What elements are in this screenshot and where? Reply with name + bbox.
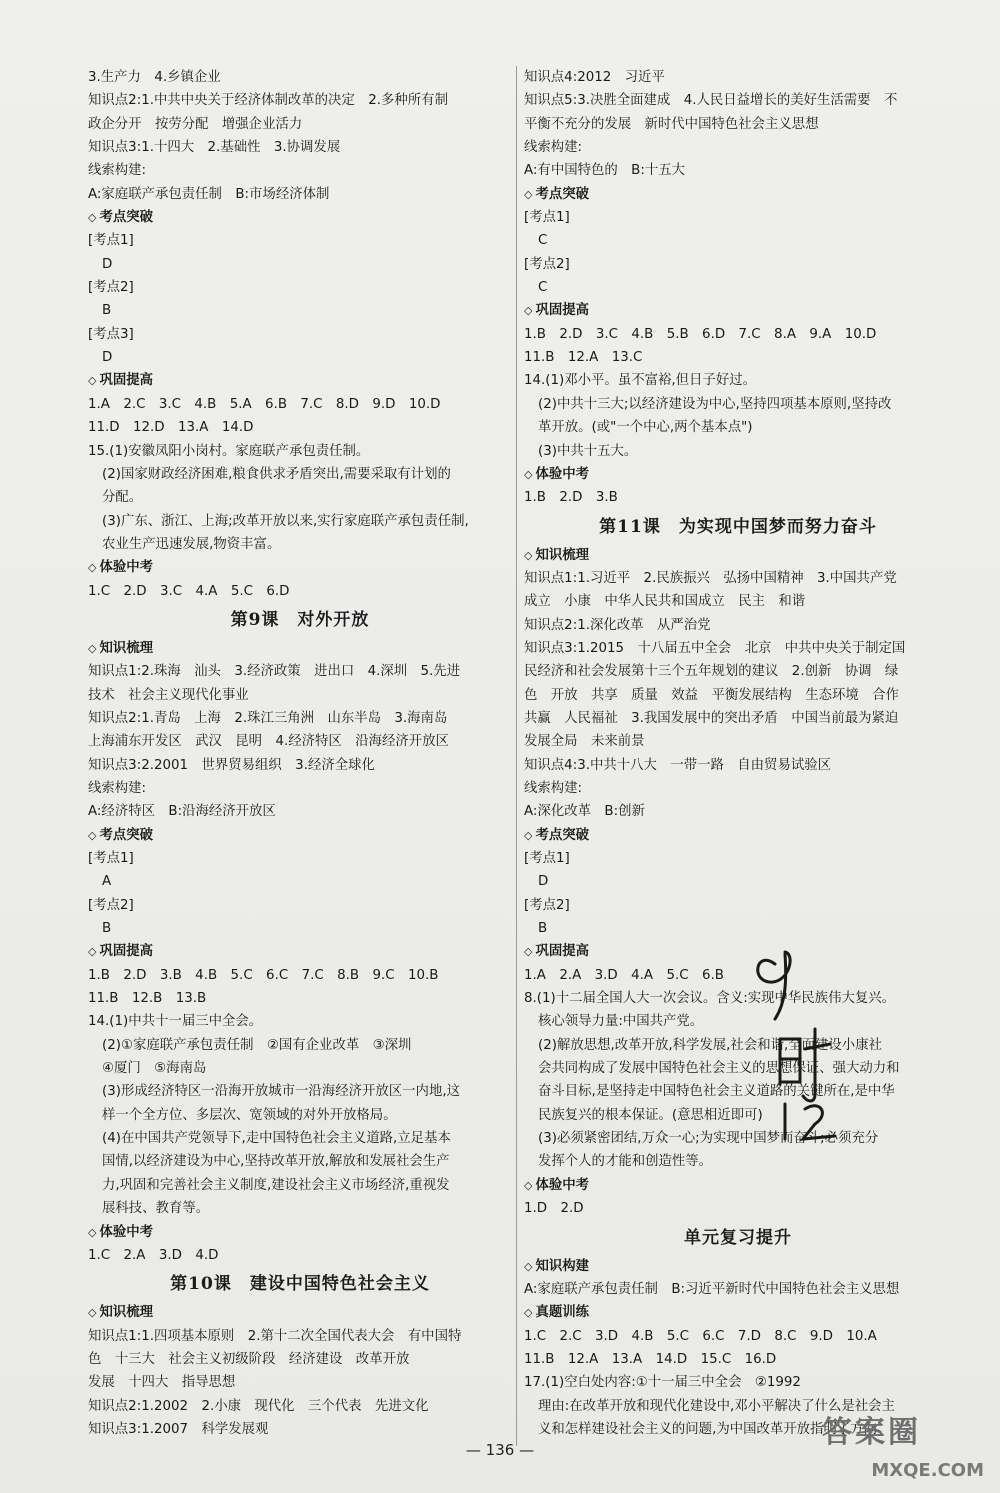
answer-line: 线索构建: bbox=[524, 140, 583, 156]
answer-line: (4)在中国共产党领导下,走中国特色社会主义道路,立足基本 bbox=[102, 1131, 451, 1147]
answer-line: 核心领导力量:中国共产党。 bbox=[538, 1014, 704, 1030]
diamond-icon: ◇ bbox=[88, 561, 97, 575]
answer-line: 知识点2:1.中共中央关于经济体制改革的决定 2.多种所有制 bbox=[88, 93, 448, 109]
section-heading bbox=[88, 824, 512, 847]
answer-line: A bbox=[102, 874, 112, 890]
answer-line: 线索构建: bbox=[524, 780, 583, 796]
section-heading bbox=[524, 544, 952, 567]
answer-line: 共赢 人民福祉 3.我国发展中的突出矛盾 中国当前最为紧迫 bbox=[524, 710, 899, 726]
answer-line: 17.(1)空白处内容:①十一届三中全会 ②1992 bbox=[524, 1375, 801, 1391]
diamond-icon: ◇ bbox=[524, 828, 533, 842]
diamond-icon: ◇ bbox=[88, 1225, 97, 1239]
answer-line: [考点2] bbox=[524, 897, 570, 913]
answer-line: ④厦门 ⑤海南岛 bbox=[102, 1061, 207, 1077]
section-heading-text: 真题训练 bbox=[535, 1305, 590, 1321]
diamond-icon: ◇ bbox=[524, 1259, 533, 1273]
answer-line: 1.C 2.A 3.D 4.D bbox=[88, 1247, 219, 1263]
answer-line: 成立 小康 中华人民共和国成立 民主 和谐 bbox=[524, 594, 806, 610]
answer-line: 8.(1)十二届全国人大一次会议。含义:实现中华民族伟大复兴。 bbox=[524, 991, 896, 1007]
answer-line: 11.B 12.A 13.C bbox=[524, 350, 643, 366]
answer-line: A:深化改革 B:创新 bbox=[524, 804, 645, 820]
section-heading bbox=[524, 299, 952, 322]
diamond-icon: ◇ bbox=[524, 304, 533, 318]
answer-line: 14.(1)中共十一届三中全会。 bbox=[88, 1014, 263, 1030]
answer-line: 发展 十四大 指导思想 bbox=[88, 1375, 236, 1391]
right-column bbox=[524, 66, 952, 1441]
answer-line: 民族复兴的根本保证。(意思相近即可) bbox=[538, 1107, 763, 1123]
answer-line: D bbox=[102, 256, 113, 272]
answer-line: 线索构建: bbox=[88, 780, 147, 796]
diamond-icon: ◇ bbox=[88, 945, 97, 959]
answer-line: C bbox=[538, 280, 548, 296]
answer-line: [考点2] bbox=[524, 256, 570, 272]
answer-line: 1.D 2.D bbox=[524, 1201, 584, 1217]
answer-line: 知识点2:1.深化改革 从严治党 bbox=[524, 617, 711, 633]
lesson-title: 第9课 对外开放 bbox=[230, 609, 370, 630]
answer-line: [考点2] bbox=[88, 897, 134, 913]
section-heading-text: 考点突破 bbox=[99, 210, 154, 226]
section-heading-text: 巩固提高 bbox=[535, 303, 590, 319]
answer-line: 知识点3:2.2001 世界贸易组织 3.经济全球化 bbox=[88, 757, 375, 773]
section-heading-text: 体验中考 bbox=[535, 466, 590, 482]
section-heading-text: 考点突破 bbox=[99, 827, 154, 843]
lesson-title: 第11课 为实现中国梦而努力奋斗 bbox=[599, 516, 877, 537]
diamond-icon: ◇ bbox=[524, 945, 533, 959]
watermark-logo bbox=[792, 1407, 988, 1483]
section-heading-text: 知识梳理 bbox=[99, 1305, 154, 1321]
section-heading-text: 巩固提高 bbox=[535, 944, 590, 960]
answer-line: D bbox=[538, 874, 549, 890]
answer-line: [考点1] bbox=[88, 233, 134, 249]
section-heading bbox=[88, 940, 512, 963]
section-heading bbox=[88, 1221, 512, 1244]
answer-line: A:经济特区 B:沿海经济开放区 bbox=[88, 804, 276, 820]
diamond-icon: ◇ bbox=[88, 211, 97, 225]
answer-line: 力,巩固和完善社会主义制度,建设社会主义市场经济,重视发 bbox=[102, 1177, 450, 1193]
diamond-icon: ◇ bbox=[524, 548, 533, 562]
answer-line: 线索构建: bbox=[88, 163, 147, 179]
answer-line: 样一个全方位、多层次、宽领域的对外开放格局。 bbox=[102, 1107, 397, 1123]
section-heading-text: 知识梳理 bbox=[535, 547, 590, 563]
answer-line: (2)国家财政经济困难,粮食供求矛盾突出,需要采取有计划的 bbox=[102, 466, 451, 482]
section-heading-text: 体验中考 bbox=[535, 1177, 590, 1193]
answer-line: 知识点1:1.四项基本原则 2.第十二次全国代表大会 有中国特 bbox=[88, 1328, 462, 1344]
diamond-icon: ◇ bbox=[88, 374, 97, 388]
section-heading bbox=[88, 556, 512, 579]
answer-line: 知识点3:1.2007 科学发展观 bbox=[88, 1421, 269, 1437]
diamond-icon: ◇ bbox=[524, 467, 533, 481]
answer-line: (2)①家庭联产承包责任制 ②国有企业改革 ③深圳 bbox=[102, 1037, 412, 1053]
section-heading bbox=[88, 1301, 512, 1324]
section-heading-text: 知识梳理 bbox=[99, 640, 154, 656]
answer-line: 发展全局 未来前景 bbox=[524, 734, 645, 750]
section-heading-text: 体验中考 bbox=[99, 560, 154, 576]
answer-line: (3)形成经济特区一沿海开放城市一沿海经济开放区一内地,这 bbox=[102, 1084, 460, 1100]
answer-line: 14.(1)邓小平。虽不富裕,但日子好过。 bbox=[524, 373, 756, 389]
answer-line: 民经济和社会发展第十三个五年规划的建议 2.创新 协调 绿 bbox=[524, 664, 899, 680]
answer-line: 理由:在改革开放和现代化建设中,邓小平解决了什么是社会主 bbox=[538, 1398, 895, 1414]
answer-line: B bbox=[102, 303, 112, 319]
answer-line: 知识点3:1.2015 十八届五中全会 北京 中共中央关于制定国 bbox=[524, 640, 906, 656]
answer-line: 知识点2:1.2002 2.小康 现代化 三个代表 先进文化 bbox=[88, 1398, 429, 1414]
answer-line: 会共同构成了发展中国特色社会主义的思想保证、强大动力和 bbox=[538, 1061, 900, 1077]
section-heading bbox=[88, 637, 512, 660]
answer-line: 知识点4:3.中共十八大 一带一路 自由贸易试验区 bbox=[524, 757, 832, 773]
section-heading bbox=[88, 206, 512, 229]
answer-line: 1.B 2.D 3.B 4.B 5.C 6.C 7.C 8.B 9.C 10.B bbox=[88, 967, 439, 983]
section-heading bbox=[524, 183, 952, 206]
answer-line: D bbox=[102, 350, 113, 366]
answer-line: 色 十三大 社会主义初级阶段 经济建设 改革开放 bbox=[88, 1351, 410, 1367]
diamond-icon: ◇ bbox=[524, 187, 533, 201]
diamond-icon: ◇ bbox=[88, 1306, 97, 1320]
answer-line: 展科技、教育等。 bbox=[102, 1201, 210, 1217]
answer-line: (3)中共十五大。 bbox=[538, 443, 638, 459]
answer-line: A:家庭联产承包责任制 B:市场经济体制 bbox=[88, 186, 330, 202]
answer-line: 奋斗目标,是坚持走中国特色社会主义道路的关键所在,是中华 bbox=[538, 1084, 895, 1100]
section-heading bbox=[524, 463, 952, 486]
answer-line: [考点1] bbox=[88, 851, 134, 866]
answer-line: 政企分开 按劳分配 增强企业活力 bbox=[88, 116, 303, 132]
answer-line: C bbox=[538, 233, 548, 249]
diamond-icon: ◇ bbox=[524, 1306, 533, 1320]
column-divider bbox=[516, 66, 517, 1446]
lesson-title: 单元复习提升 bbox=[684, 1227, 792, 1248]
answer-line: 11.B 12.A 13.A 14.D 15.C 16.D bbox=[524, 1351, 777, 1367]
section-heading-text: 体验中考 bbox=[99, 1224, 154, 1240]
diamond-icon: ◇ bbox=[524, 1178, 533, 1192]
section-heading bbox=[524, 1174, 952, 1197]
answer-line: 1.A 2.C 3.C 4.B 5.A 6.B 7.C 8.D 9.D 10.D bbox=[88, 396, 441, 412]
section-heading-text: 巩固提高 bbox=[99, 944, 154, 960]
answer-line: (2)中共十三大;以经济建设为中心,坚持四项基本原则,坚持改 bbox=[538, 396, 892, 412]
answer-line: 知识点4:2012 习近平 bbox=[524, 70, 665, 85]
answer-line: 1.A 2.A 3.D 4.A 5.C 6.B bbox=[524, 967, 724, 983]
answer-line: 1.C 2.D 3.C 4.A 5.C 6.D bbox=[88, 583, 290, 599]
answer-line: [考点1] bbox=[524, 851, 570, 866]
answer-line: 义和怎样建设社会主义的问题,为中国改革开放指明了方向 bbox=[538, 1421, 878, 1437]
answer-line: 1.B 2.D 3.B bbox=[524, 490, 618, 506]
answer-line: 15.(1)安徽凤阳小岗村。家庭联产承包责任制。 bbox=[88, 443, 370, 459]
answer-line: A:家庭联产承包责任制 B:习近平新时代中国特色社会主义思想 bbox=[524, 1281, 900, 1297]
answer-line: 平衡不充分的发展 新时代中国特色社会主义思想 bbox=[524, 116, 819, 132]
diamond-icon: ◇ bbox=[88, 828, 97, 842]
page-number: — 136 — bbox=[465, 1441, 535, 1459]
watermark-url: MXQE.COM bbox=[871, 1460, 984, 1481]
answer-line: 11.D 12.D 13.A 14.D bbox=[88, 420, 254, 436]
section-heading bbox=[524, 1301, 952, 1324]
section-heading-text: 巩固提高 bbox=[99, 373, 154, 389]
lesson-title: 第10课 建设中国特色社会主义 bbox=[170, 1274, 430, 1295]
watermark-text: 答案圈 bbox=[822, 1415, 921, 1450]
answer-line: 3.生产力 4.乡镇企业 bbox=[88, 70, 221, 85]
answer-line: 11.B 12.B 13.B bbox=[88, 991, 207, 1007]
answer-line: 发挥个人的才能和创造性等。 bbox=[538, 1154, 713, 1170]
section-heading bbox=[524, 940, 952, 963]
answer-line: 色 开放 共享 质量 效益 平衡发展结构 生态环境 合作 bbox=[524, 687, 899, 703]
answer-line: [考点1] bbox=[524, 210, 570, 226]
answer-line: (3)必须紧密团结,万众一心;为实现中国梦而奋斗;必须充分 bbox=[538, 1131, 879, 1147]
answer-line: 知识点1:1.习近平 2.民族振兴 弘扬中国精神 3.中国共产党 bbox=[524, 570, 897, 586]
section-heading-text: 考点突破 bbox=[535, 186, 590, 202]
section-heading bbox=[88, 369, 512, 392]
left-column bbox=[88, 66, 512, 1441]
answer-line: 知识点5:3.决胜全面建成 4.人民日益增长的美好生活需要 不 bbox=[524, 93, 898, 109]
section-heading bbox=[524, 824, 952, 847]
answer-line: 1.B 2.D 3.C 4.B 5.B 6.D 7.C 8.A 9.A 10.D bbox=[524, 326, 877, 342]
answer-line: 知识点1:2.珠海 汕头 3.经济政策 进出口 4.深圳 5.先进 bbox=[88, 664, 461, 680]
answer-line: 技术 社会主义现代化事业 bbox=[88, 687, 249, 703]
answer-line: 知识点2:1.青岛 上海 2.珠江三角洲 山东半岛 3.海南岛 bbox=[88, 710, 448, 726]
answer-line: [考点2] bbox=[88, 280, 134, 296]
section-heading bbox=[524, 1255, 952, 1278]
answer-line: (2)解放思想,改革开放,科学发展,社会和谐,全面建设小康社 bbox=[538, 1037, 882, 1053]
answer-line: 知识点3:1.十四大 2.基础性 3.协调发展 bbox=[88, 140, 341, 156]
answer-line: B bbox=[538, 921, 548, 937]
answer-line: A:有中国特色的 B:十五大 bbox=[524, 163, 686, 179]
answer-line: 分配。 bbox=[102, 490, 143, 506]
answer-line: 国情,以经济建设为中心,坚持改革开放,解放和发展社会生产 bbox=[102, 1154, 450, 1170]
answer-line: 农业生产迅速发展,物资丰富。 bbox=[102, 536, 281, 552]
section-heading-text: 知识构建 bbox=[535, 1258, 590, 1274]
section-heading-text: 考点突破 bbox=[535, 827, 590, 843]
answer-line: (3)广东、浙江、上海;改革开放以来,实行家庭联产承包责任制, bbox=[102, 513, 469, 529]
answer-line: [考点3] bbox=[88, 326, 134, 342]
answer-line: 1.C 2.C 3.D 4.B 5.C 6.C 7.D 8.C 9.D 10.A bbox=[524, 1328, 877, 1344]
answer-line: 革开放。(或"一个中心,两个基本点") bbox=[538, 420, 753, 436]
diamond-icon: ◇ bbox=[88, 641, 97, 655]
answer-line: 上海浦东开发区 武汉 昆明 4.经济特区 沿海经济开放区 bbox=[88, 734, 449, 750]
answer-line: B bbox=[102, 921, 112, 937]
